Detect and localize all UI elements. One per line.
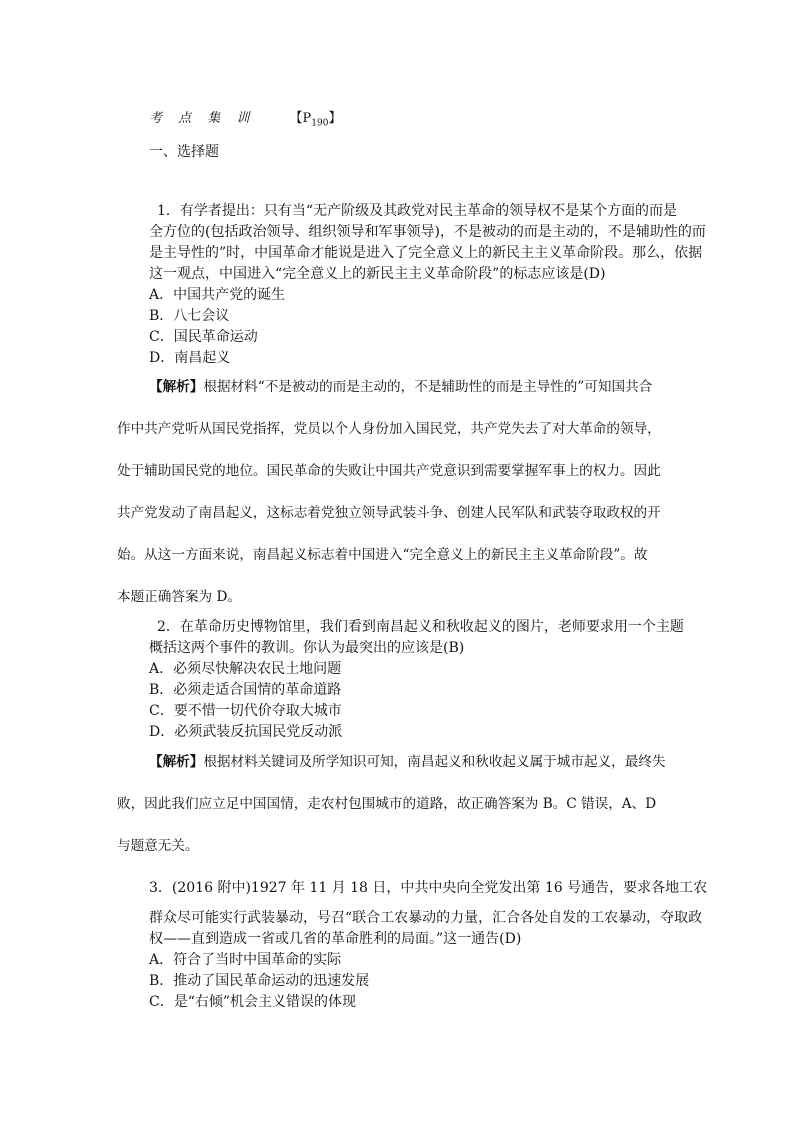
option: A．中国共产党的诞生 (149, 287, 286, 303)
question-line: 概括这两个事件的教训。你认为最突出的应该是(B) (149, 640, 465, 656)
analysis-line: 始。从这一方面来说，南昌起义标志着中国进入“完全意义上的新民主主义革命阶段”。故 (117, 547, 648, 563)
option: D．必须武装反抗国民党反动派 (149, 724, 343, 740)
header-title: 考 点 集 训 (149, 111, 256, 126)
option: C．国民革命运动 (149, 329, 258, 345)
section-header (149, 107, 342, 129)
analysis-line: 作中共产党听从国民党指挥，党员以个人身份加入国民党，共产党失去了对大革命的领导， (117, 421, 661, 437)
analysis-tag: 【解析】 (149, 379, 204, 395)
analysis-line (149, 377, 652, 397)
question-line: 是主导性的”时，中国革命才能说是进入了完全意义上的新民主主义革命阶段。那么，依据 (149, 245, 703, 261)
option: B．八七会议 (149, 308, 230, 324)
question-line: 全方位的(包括政治领导、组织领导和军事领导)，不是被动的而是主动的，不是辅助性的而 (149, 224, 706, 240)
analysis-line: 共产党发动了南昌起义，这标志着党独立领导武装斗争、创建人民军队和武装夺取政权的开 (117, 505, 661, 521)
analysis-line: 与题意无关。 (117, 838, 199, 854)
analysis-text: 根据材料关键词及所学知识可知，南昌起义和秋收起义属于城市起义，最终失 (203, 754, 666, 770)
question-line: 权——直到造成一省或几省的革命胜利的局面。”这一通告(D) (149, 931, 522, 947)
ref-close: 】 (328, 111, 342, 126)
question-line: 3．(2016 附中)1927 年 11 月 18 日，中共中央向全党发出第 16 号通告，要求各地工农 (149, 880, 708, 896)
question-1 (149, 201, 706, 369)
ref-page-number: 190 (311, 118, 329, 129)
analysis-line: 处于辅助国民党的地位。国民革命的失败让中国共产党意识到需要掌握军事上的权力。因此 (117, 463, 661, 479)
option: D．南昌起义 (149, 350, 231, 366)
analysis-line: 本题正确答案为 D。 (117, 589, 241, 605)
option: C．要不惜一切代价夺取大城市 (149, 703, 342, 719)
question-line: 群众尽可能实行武装暴动，号召“联合工农暴动的力量，汇合各处自发的工农暴动，夺取政 (149, 910, 703, 926)
analysis-line: 败，因此我们应立足中国国情，走农村包围城市的道路，故正确答案为 B。C 错误，A、D (117, 796, 657, 812)
option: B．推动了国民革命运动的迅速发展 (149, 973, 370, 989)
analysis-line (149, 752, 666, 772)
page-reference (289, 111, 342, 129)
question-line: 这一观点，中国进入“完全意义上的新民主主义革命阶段”的标志应该是(D) (149, 266, 606, 282)
question-2 (149, 617, 684, 743)
ref-open: 【P (289, 111, 312, 126)
analysis-tag: 【解析】 (149, 754, 204, 770)
option: B．必须走适合国情的革命道路 (149, 682, 342, 698)
option: A．符合了当时中国革命的实际 (149, 952, 342, 968)
option: C．是“右倾”机会主义错误的体现 (149, 994, 357, 1010)
option: A．必须尽快解决农民土地问题 (149, 661, 342, 677)
question-line: 2．在革命历史博物馆里，我们看到南昌起义和秋收起义的图片，老师要求用一个主题 (157, 619, 684, 635)
section-title: 一、选择题 (149, 144, 219, 160)
question-line: 1．有学者提出：只有当“无产阶级及其政党对民主革命的领导权不是某个方面的而是 (157, 203, 678, 219)
analysis-text: 根据材料“不是被动的而是主动的，不是辅助性的而是主导性的”可知国共合 (203, 379, 653, 395)
